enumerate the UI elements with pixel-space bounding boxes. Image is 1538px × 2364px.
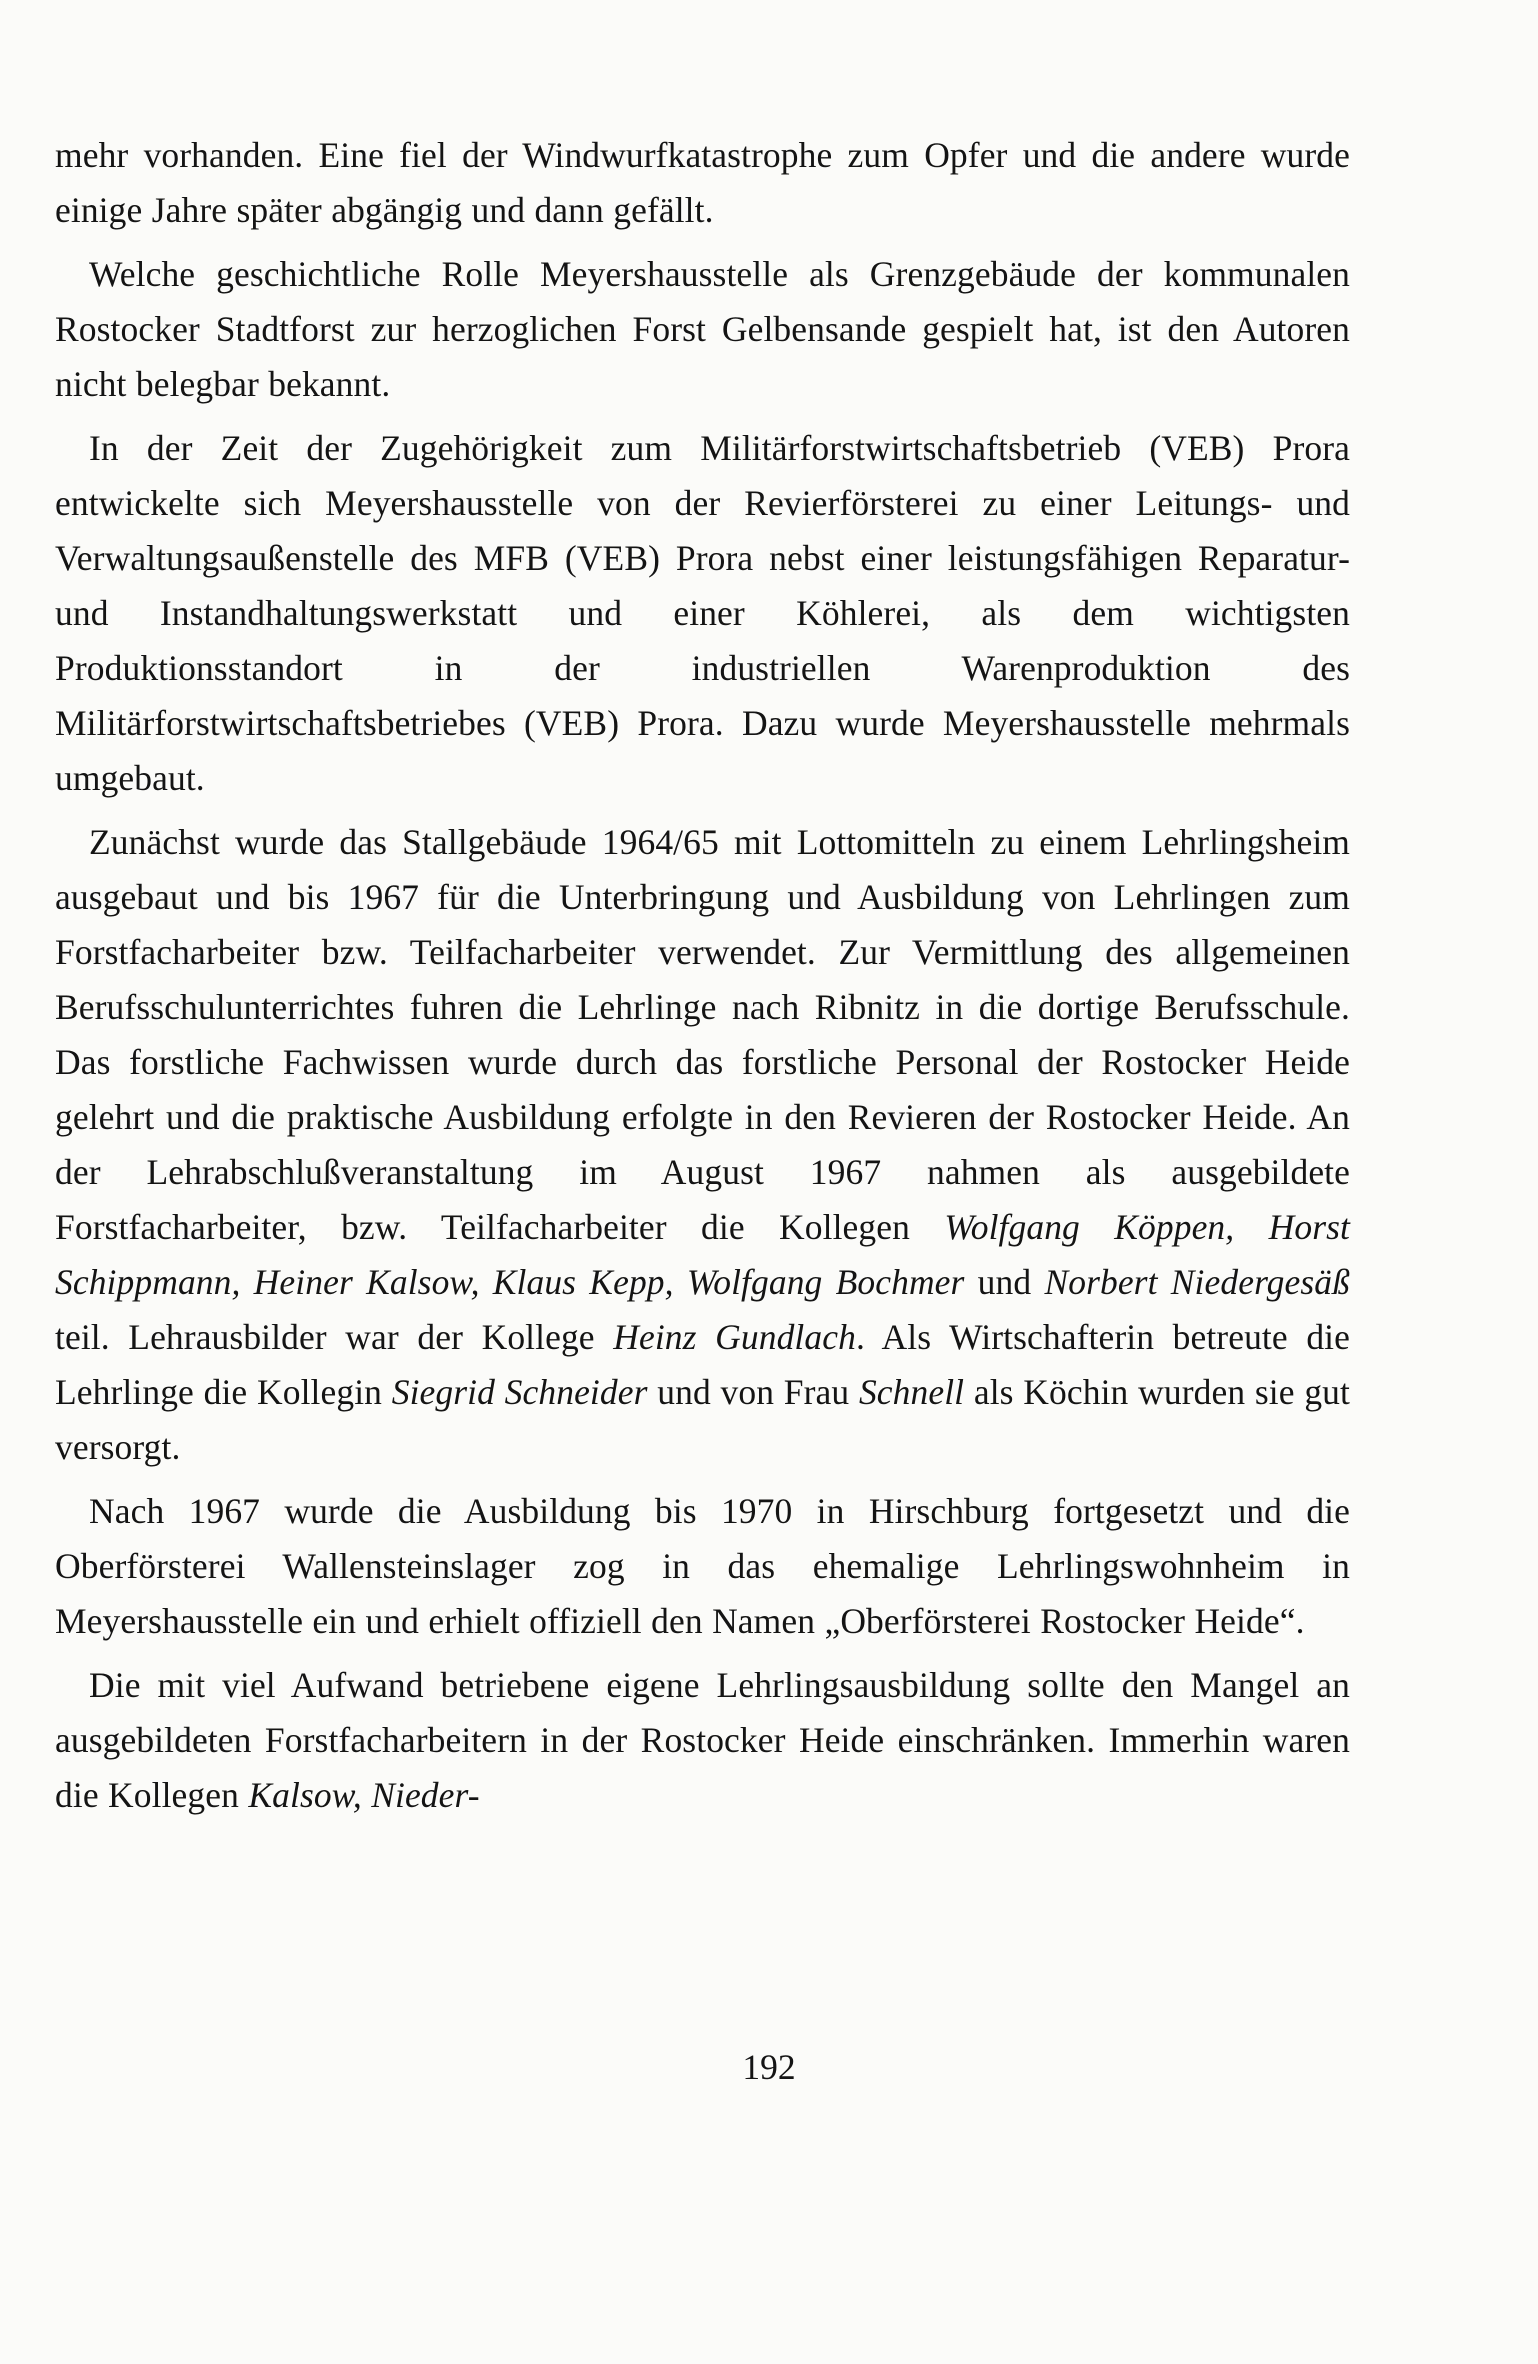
body-text: als Köchin wurden sie gut versorgt. xyxy=(55,1372,1350,1467)
paragraph xyxy=(55,1658,1350,1823)
body-text: Welche geschichtliche Rolle Meyershausstelle als Grenzgebäude der kommunalen Rostocker Stadtforst zur herzoglichen Forst Gelbensande gespielt hat, ist den Autoren nicht belegbar bekannt. xyxy=(55,254,1350,404)
body-text-column xyxy=(55,128,1350,1832)
paragraph xyxy=(55,247,1350,412)
body-text: In der Zeit der Zugehörigkeit zum Militärforstwirtschaftsbetrieb (VEB) Prora entwickelte sich Meyershausstelle von der Revierförsterei zu einer Leitungs- und Verwaltungsaußenstelle des MFB (VEB) Prora nebst einer leistungsfähigen Reparatur- und Instandhaltungswerkstatt und einer Köhlerei, als dem wichtigsten Produktionsstandort in der industriellen Warenproduktion des Militärforstwirtschaftsbetriebes (VEB) Prora. Dazu wurde Meyershausstelle mehrmals umgebaut. xyxy=(55,428,1350,798)
emphasis-text: Kalsow, Nieder- xyxy=(248,1775,480,1815)
emphasis-text: Siegrid Schneider xyxy=(391,1372,648,1412)
body-text: Zunächst wurde das Stallgebäude 1964/65 mit Lottomitteln zu einem Lehrlingsheim ausgebaut und bis 1967 für die Unterbringung und Ausbildung von Lehrlingen zum Forstfacharbeiter bzw. Teilfacharbeiter verwendet. Zur Vermittlung des allgemeinen Berufsschulunterrichtes fuhren die Lehrlinge nach Ribnitz in die dortige Berufsschule. Das forstliche Fachwissen wurde durch das forstliche Personal der Rostocker Heide gelehrt und die praktische Ausbildung erfolgte in den Revieren der Rostocker Heide. An der Lehrabschlußveranstaltung im August 1967 nahmen als ausgebildete Forstfacharbeiter, bzw. Teilfacharbeiter die Kollegen xyxy=(55,822,1350,1247)
body-text: . Als Wirtschafterin betreute die Lehrlinge die Kollegin xyxy=(55,1317,1350,1412)
paragraph xyxy=(55,421,1350,806)
paragraph xyxy=(55,128,1350,238)
body-text: und xyxy=(964,1262,1045,1302)
body-text: teil. Lehrausbilder war der Kollege xyxy=(55,1317,614,1357)
body-text: und von Frau xyxy=(647,1372,859,1412)
body-text: mehr vorhanden. Eine fiel der Windwurfkatastrophe zum Opfer und die andere wurde einige Jahre später abgängig und dann gefällt. xyxy=(55,135,1350,230)
paragraph-list xyxy=(55,128,1350,1823)
body-text: Nach 1967 wurde die Ausbildung bis 1970 in Hirschburg fortgesetzt und die Oberförsterei Wallensteinslager zog in das ehemalige Lehrlingswohnheim in Meyershausstelle ein und erhielt offiziell den Namen „Oberförsterei Rostocker Heide“. xyxy=(55,1491,1350,1641)
emphasis-text: Schnell xyxy=(858,1372,965,1412)
page-number: 192 xyxy=(742,2047,796,2087)
emphasis-text: Wolfgang Köppen, Horst Schippmann, Heiner Kalsow, Klaus Kepp, Wolfgang Bochmer xyxy=(55,1207,1350,1302)
body-text: Die mit viel Aufwand betriebene eigene Lehrlingsausbildung sollte den Mangel an ausgebildeten Forstfacharbeitern in der Rostocker Heide einschränken. Immerhin waren die Kollegen xyxy=(55,1665,1350,1815)
emphasis-text: Heinz Gundlach xyxy=(613,1317,856,1357)
paragraph xyxy=(55,1484,1350,1649)
emphasis-text: Norbert Niedergesäß xyxy=(1044,1262,1350,1302)
paragraph xyxy=(55,815,1350,1475)
